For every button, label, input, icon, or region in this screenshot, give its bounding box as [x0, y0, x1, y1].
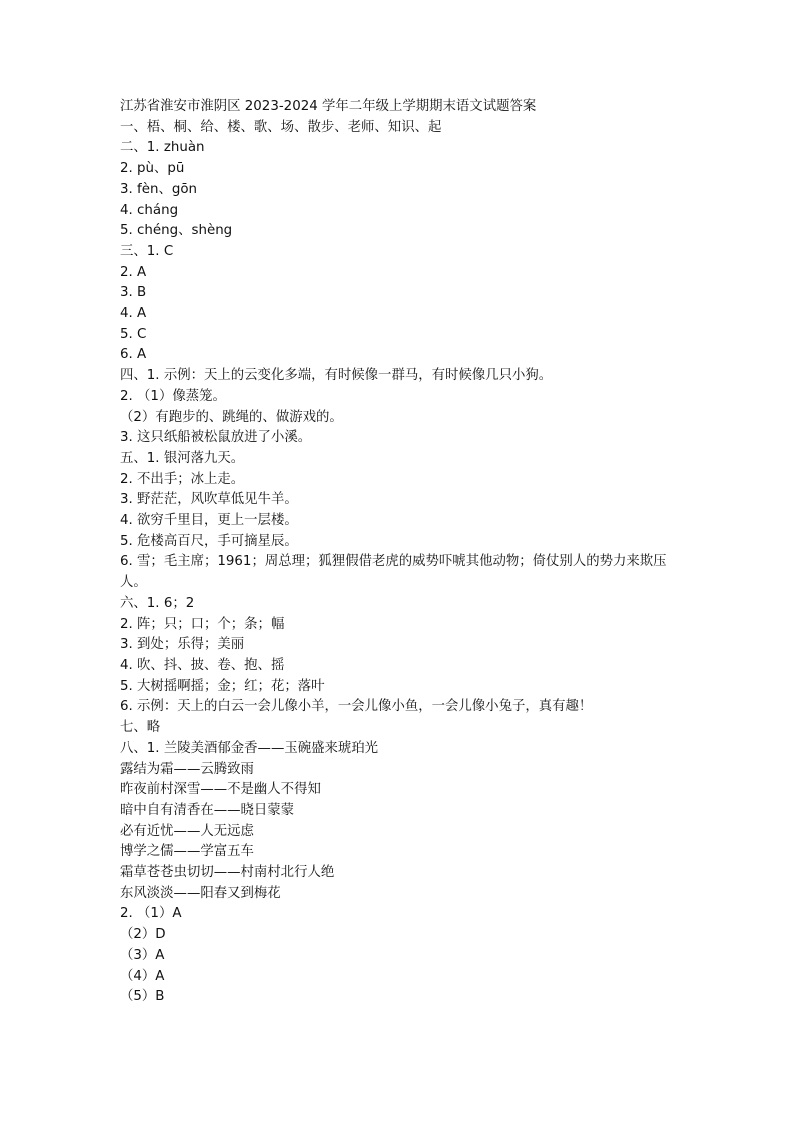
answer-line: 6. 示例：天上的白云一会儿像小羊，一会儿像小鱼，一会儿像小兔子，真有趣！: [120, 699, 593, 715]
answer-line: 2. （1）A: [120, 906, 182, 922]
answer-line: （5）B: [120, 989, 165, 1005]
answer-line: 五、1. 银河落九天。: [120, 450, 245, 466]
answer-line: 2. （1）像蒸笼。: [120, 388, 226, 404]
answer-line: 4. 吹、抖、披、卷、抱、摇: [120, 657, 285, 673]
answer-line: 6. 雪；毛主席；1961；周总理；狐狸假借老虎的威势吓唬其他动物；倚仗别人的势力来欺压人。: [120, 554, 667, 591]
answer-line: （2）有跑步的、跳绳的、做游戏的。: [120, 409, 343, 425]
answer-line: 6. A: [120, 347, 147, 363]
answer-line: 4. cháng: [120, 202, 179, 218]
answer-line: 5. 大树摇啊摇；金；红；花；落叶: [120, 678, 325, 694]
answer-line: 一、梧、桐、给、楼、歌、场、散步、老师、知识、起: [120, 119, 442, 135]
answer-line: 必有近忧——人无远虑: [120, 823, 254, 839]
answer-line: （4）A: [120, 968, 165, 984]
answer-content: [120, 97, 690, 1008]
answer-line: 二、1. zhuàn: [120, 140, 205, 156]
answer-line: 3. B: [120, 285, 147, 301]
answer-line: 六、1. 6；2: [120, 595, 195, 611]
answer-line: 5. 危楼高百尺，手可摘星辰。: [120, 533, 298, 549]
answer-line: 博学之儒——学富五车: [120, 844, 254, 860]
answer-line: 3. 野茫茫，风吹草低见牛羊。: [120, 492, 298, 508]
answer-line: 露结为霜——云腾致雨: [120, 761, 254, 777]
answer-line: 2. pù、pū: [120, 161, 185, 177]
answer-line: 八、1. 兰陵美酒郁金香——玉碗盛来琥珀光: [120, 740, 379, 756]
answer-line: 暗中自有清香在——晓日蒙蒙: [120, 802, 295, 818]
answer-line: （2）D: [120, 927, 166, 943]
document-title: 江苏省淮安市淮阴区 2023-2024 学年二年级上学期期末语文试题答案: [120, 99, 537, 114]
answer-line: 七、略: [120, 720, 161, 736]
answer-line: 霜草苍苍虫切切——村南村北行人绝: [120, 865, 335, 881]
answer-line: 5. chéng、shèng: [120, 223, 233, 239]
answer-line: 三、1. C: [120, 243, 174, 259]
answer-line: 2. 阵；只；口；个；条；幅: [120, 616, 285, 632]
answer-line: 东风淡淡——阳春又到梅花: [120, 885, 281, 901]
answer-line: 2. A: [120, 264, 147, 280]
answer-line: 3. fèn、gōn: [120, 181, 198, 197]
answer-line: 3. 这只纸船被松鼠放进了小溪。: [120, 430, 312, 446]
answer-line: 四、1. 示例：天上的云变化多端，有时候像一群马，有时候像几只小狗。: [120, 368, 553, 384]
answer-line: （3）A: [120, 947, 165, 963]
answer-line: 3. 到处；乐得；美丽: [120, 637, 245, 653]
answer-line: 2. 不出手；冰上走。: [120, 471, 245, 487]
answer-line: 4. A: [120, 306, 147, 322]
answer-line: 4. 欲穷千里目，更上一层楼。: [120, 513, 298, 529]
answer-line: 5. C: [120, 326, 147, 342]
answer-line: 昨夜前村深雪——不是幽人不得知: [120, 782, 321, 798]
